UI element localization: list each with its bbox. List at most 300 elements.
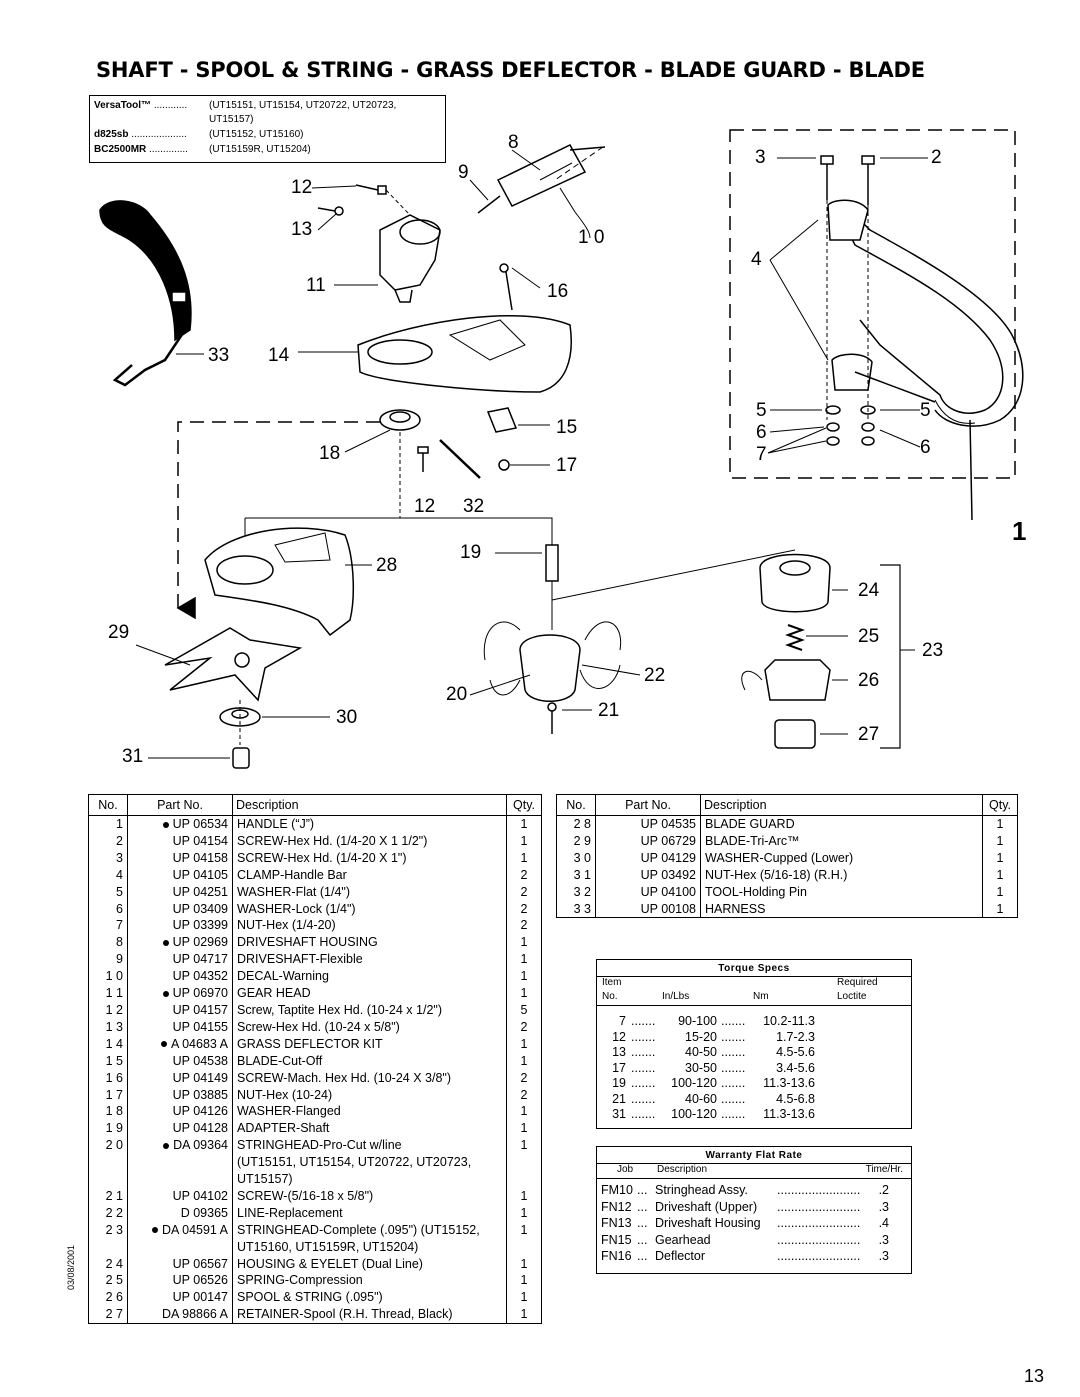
- part-item-no: 2 8: [557, 816, 596, 833]
- bullet-icon: [163, 991, 169, 997]
- part-item-no: 1 9: [89, 1120, 128, 1137]
- table-row: [557, 884, 1018, 901]
- bullet-icon: [163, 940, 169, 946]
- table-row: [557, 867, 1018, 884]
- part-number-cell: [128, 1256, 233, 1273]
- torque-nm: 4.5-5.6: [776, 1045, 815, 1059]
- hex-nut-31-drawing: [233, 748, 249, 768]
- part-item-no: 1 5: [89, 1053, 128, 1070]
- part-qty: 1: [983, 884, 1018, 901]
- part-description: NUT-Hex (1/4-20): [233, 917, 507, 934]
- part-qty: 1: [507, 1036, 542, 1053]
- table-row: [89, 1087, 542, 1104]
- header-no: No.: [602, 991, 618, 1002]
- j-handle-drawing: [828, 200, 1023, 520]
- torque-item-no: 17: [612, 1060, 626, 1075]
- part-description: LINE-Replacement: [233, 1205, 507, 1222]
- gear-head-drawing: [380, 215, 440, 302]
- part-qty: 1: [507, 1272, 542, 1289]
- bullet-icon: [163, 1143, 169, 1149]
- part-item-no: 2 5: [89, 1272, 128, 1289]
- leader-dots: .......: [631, 1045, 656, 1059]
- callout-4: 4: [751, 249, 762, 270]
- table-row: [89, 1019, 542, 1036]
- header-qty: Qty.: [507, 795, 542, 816]
- part-item-no: 1: [89, 816, 128, 833]
- part-description: WASHER-Cupped (Lower): [701, 850, 983, 867]
- part-number-cell: [128, 1272, 233, 1289]
- table-row: [89, 1205, 542, 1222]
- spool-string-drawing: [742, 660, 830, 700]
- part-qty: 1: [507, 1120, 542, 1137]
- part-number: DA 04591 A: [161, 1222, 228, 1237]
- part-description: SCREW-Mach. Hex Hd. (10-24 X 3/8"): [233, 1070, 507, 1087]
- part-qty: 1: [983, 850, 1018, 867]
- callout-5b: 5: [920, 400, 931, 421]
- torque-item-no: 13: [612, 1045, 626, 1059]
- part-number: UP 06526: [172, 1273, 228, 1288]
- torque-specs-title: Torque Specs: [718, 963, 790, 974]
- callout-27: 27: [858, 724, 880, 745]
- table-row: [89, 968, 542, 985]
- part-description: UT15157): [233, 1171, 507, 1188]
- callout-3: 3: [755, 147, 766, 168]
- part-number: UP 04128: [172, 1121, 228, 1136]
- leader-dots: ...: [637, 1216, 648, 1230]
- part-description: GEAR HEAD: [233, 985, 507, 1002]
- part-qty: 1: [507, 1222, 542, 1239]
- part-description: HOUSING & EYELET (Dual Line): [233, 1256, 507, 1273]
- part-number-cell: [128, 901, 233, 918]
- callout-23: 23: [922, 640, 944, 661]
- leader-dots: .......: [631, 1014, 656, 1028]
- part-qty: 1: [507, 1205, 542, 1222]
- torque-inlbs: 30-50: [685, 1060, 717, 1075]
- screw-21-drawing: [548, 703, 556, 734]
- part-number-cell: [128, 951, 233, 968]
- callout-5a: 5: [756, 400, 767, 421]
- callout-29: 29: [108, 622, 130, 643]
- part-item-no: 1 6: [89, 1070, 128, 1087]
- table-row: [89, 816, 542, 833]
- part-item-no: 1 1: [89, 985, 128, 1002]
- part-qty: 1: [507, 1306, 542, 1323]
- part-qty: 2: [507, 901, 542, 918]
- torque-nm: 10.2-11.3: [763, 1014, 815, 1028]
- bullet-icon: [161, 1041, 167, 1047]
- header-item: Item: [602, 977, 622, 988]
- table-row: [89, 1272, 542, 1289]
- part-item-no: [89, 1239, 128, 1256]
- leader-dots: .......: [721, 1076, 746, 1090]
- part-description: Screw-Hex Hd. (10-24 x 5/8"): [233, 1019, 507, 1036]
- harness-drawing: [100, 201, 191, 385]
- table-row: [89, 884, 542, 901]
- part-qty: [507, 1239, 542, 1256]
- table-row: [89, 1154, 542, 1171]
- part-item-no: 1 4: [89, 1036, 128, 1053]
- callout-11: 11: [306, 275, 326, 296]
- part-number-cell: [128, 1171, 233, 1188]
- leader-dots: ........................: [777, 1199, 861, 1214]
- part-qty: 1: [507, 833, 542, 850]
- table-row: [89, 1053, 542, 1070]
- part-number: UP 04352: [172, 969, 228, 984]
- part-description: UT15160, UT15159R, UT15204): [233, 1239, 507, 1256]
- warranty-job: FN13: [601, 1216, 632, 1230]
- callout-19: 19: [460, 542, 482, 563]
- housing-eyelet-drawing: [760, 555, 830, 612]
- header-inlbs: In/Lbs: [662, 991, 690, 1002]
- part-item-no: 2 2: [89, 1205, 128, 1222]
- part-description: CLAMP-Handle Bar: [233, 867, 507, 884]
- part-number-cell: [128, 934, 233, 951]
- part-qty: [507, 1171, 542, 1188]
- model-dots: ....................: [131, 129, 187, 140]
- part-number: UP 04149: [172, 1070, 228, 1085]
- warranty-time: .4: [878, 1216, 889, 1230]
- torque-item-no: 21: [612, 1091, 626, 1106]
- part-number: UP 03399: [172, 918, 228, 933]
- part-number-cell: [128, 1036, 233, 1053]
- header-no: No.: [557, 795, 596, 816]
- leader-dots: .......: [721, 1045, 746, 1059]
- part-number-cell: [128, 1019, 233, 1036]
- table-row: [89, 934, 542, 951]
- warranty-job: FN16: [601, 1249, 632, 1263]
- grass-deflector-drawing: [358, 316, 571, 392]
- torque-nm: 11.3-13.6: [763, 1107, 815, 1121]
- callout-15: 15: [556, 417, 578, 438]
- part-item-no: [89, 1154, 128, 1171]
- stringhead-pro-cut-drawing: [484, 622, 620, 701]
- table-row: [89, 1306, 542, 1323]
- leader-dots: .......: [721, 1107, 746, 1121]
- part-number: UP 04126: [172, 1104, 228, 1119]
- part-qty: 2: [507, 1019, 542, 1036]
- warranty-job: FM10: [601, 1183, 633, 1197]
- part-qty: 1: [507, 1256, 542, 1273]
- part-number: UP 04155: [172, 1019, 228, 1034]
- part-number: DA 09364: [173, 1138, 228, 1153]
- part-description: SPOOL & STRING (.095"): [233, 1289, 507, 1306]
- part-item-no: 2 7: [89, 1306, 128, 1323]
- part-description: (UT15151, UT15154, UT20722, UT20723,: [233, 1154, 507, 1171]
- bolt-3-drawing: [821, 156, 833, 420]
- part-description: NUT-Hex (10-24): [233, 1087, 507, 1104]
- screw-12-drawing: [356, 185, 386, 194]
- part-qty: 1: [507, 934, 542, 951]
- driveshaft-housing-drawing: [478, 145, 605, 213]
- header-part-no: Part No.: [128, 795, 233, 816]
- table-row: [557, 816, 1018, 833]
- callout-14: 14: [268, 345, 290, 366]
- part-item-no: 1 2: [89, 1002, 128, 1019]
- warranty-title: Warranty Flat Rate: [705, 1150, 803, 1161]
- header-description: Description: [657, 1164, 708, 1175]
- torque-inlbs: 15-20: [685, 1029, 717, 1044]
- part-item-no: 2: [89, 833, 128, 850]
- part-qty: 1: [507, 1188, 542, 1205]
- callout-2: 2: [931, 147, 942, 168]
- part-number: UP 00108: [596, 901, 701, 918]
- part-qty: 1: [983, 867, 1018, 884]
- callout-8: 8: [508, 132, 519, 153]
- leader-dots: .......: [631, 1091, 656, 1106]
- part-number: UP 04154: [172, 833, 228, 848]
- part-item-no: 9: [89, 951, 128, 968]
- header-loctite: Loctite: [837, 991, 867, 1002]
- table-row: [89, 1239, 542, 1256]
- part-number: A 04683 A: [170, 1036, 228, 1051]
- part-item-no: 2 1: [89, 1188, 128, 1205]
- warranty-description: Driveshaft Housing: [655, 1216, 761, 1230]
- part-item-no: 3 0: [557, 850, 596, 867]
- part-description: STRINGHEAD-Complete (.095") (UT15152,: [233, 1222, 507, 1239]
- part-description: SCREW-Hex Hd. (1/4-20 X 1"): [233, 850, 507, 867]
- callout-12: 12: [291, 177, 313, 198]
- part-number: UP 04717: [172, 952, 228, 967]
- torque-nm: 1.7-2.3: [776, 1029, 815, 1044]
- page-title: SHAFT - SPOOL & STRING - GRASS DEFLECTOR - BLADE GUARD - BLADE: [96, 58, 925, 82]
- part-description: RETAINER-Spool (R.H. Thread, Black): [233, 1306, 507, 1323]
- part-item-no: 3 2: [557, 884, 596, 901]
- model-dots: ............: [153, 100, 188, 111]
- part-description: WASHER-Flat (1/4"): [233, 884, 507, 901]
- flanged-washer-drawing: [380, 410, 420, 430]
- torque-nm: 4.5-6.8: [776, 1091, 815, 1106]
- part-number-cell: [128, 917, 233, 934]
- callout-18: 18: [319, 443, 341, 464]
- model-name: d825sb: [94, 129, 129, 140]
- warranty-job: FN12: [601, 1199, 632, 1214]
- warranty-time: .2: [878, 1183, 889, 1197]
- table-row: [89, 1137, 542, 1154]
- part-number: UP 03885: [172, 1087, 228, 1102]
- blade-guard-drawing: [205, 528, 353, 635]
- part-qty: 1: [507, 1289, 542, 1306]
- parts-table-right-body: [557, 816, 1018, 918]
- part-qty: 1: [983, 833, 1018, 850]
- part-number-cell: [128, 1053, 233, 1070]
- tri-arc-blade-drawing: [165, 628, 300, 700]
- shaft-adapter-drawing: [546, 545, 558, 581]
- part-number-cell: [128, 1103, 233, 1120]
- callout-22: 22: [644, 665, 666, 686]
- part-qty: [507, 1154, 542, 1171]
- part-number: UP 04158: [172, 850, 228, 865]
- part-number: UP 04129: [596, 850, 701, 867]
- callout-33: 33: [208, 345, 230, 366]
- warranty-time: .3: [878, 1249, 889, 1263]
- leader-dots: ........................: [777, 1232, 861, 1247]
- header-no: No.: [89, 795, 128, 816]
- part-item-no: 3 1: [557, 867, 596, 884]
- callout-6b: 6: [920, 437, 931, 458]
- table-header-row: [557, 795, 1018, 816]
- part-qty: 1: [983, 816, 1018, 833]
- part-item-no: 2 6: [89, 1289, 128, 1306]
- table-row: [89, 1256, 542, 1273]
- leader-dots: ........................: [777, 1216, 861, 1230]
- model-name: BC2500MR: [94, 144, 147, 155]
- callout-30: 30: [336, 707, 358, 728]
- part-item-no: 7: [89, 917, 128, 934]
- warranty-time: .3: [878, 1232, 889, 1247]
- header-qty: Qty.: [983, 795, 1018, 816]
- divider: [597, 1005, 911, 1006]
- torque-inlbs: 40-50: [685, 1045, 717, 1059]
- callout-20: 20: [446, 684, 468, 705]
- leader-dots: ........................: [777, 1249, 861, 1263]
- part-qty: 1: [507, 985, 542, 1002]
- part-number-cell: [128, 816, 233, 833]
- date-code: 03/08/2001: [66, 1244, 76, 1290]
- table-row: [89, 850, 542, 867]
- header-required: Required: [837, 977, 878, 988]
- table-row: [89, 1120, 542, 1137]
- part-number-cell: [128, 1306, 233, 1323]
- part-qty: 1: [507, 951, 542, 968]
- leader-dots: .......: [631, 1060, 656, 1075]
- part-number: DA 98866 A: [161, 1307, 228, 1322]
- part-number: UP 06534: [172, 817, 228, 831]
- table-row: [89, 901, 542, 918]
- part-number: UP 02969: [172, 935, 228, 950]
- part-qty: 1: [507, 1103, 542, 1120]
- leader-dots: .......: [721, 1014, 746, 1028]
- torque-nm: 11.3-13.6: [763, 1076, 815, 1090]
- part-description: DRIVESHAFT-Flexible: [233, 951, 507, 968]
- header-time: Time/Hr.: [865, 1164, 903, 1175]
- part-number: UP 04251: [172, 884, 228, 899]
- part-description: DRIVESHAFT HOUSING: [233, 934, 507, 951]
- warranty-description: Driveshaft (Upper): [655, 1199, 758, 1214]
- table-row: [89, 1222, 542, 1239]
- part-description: BLADE-Tri-Arc™: [701, 833, 983, 850]
- part-number: UP 04100: [596, 884, 701, 901]
- callout-12b: 12: [414, 496, 436, 517]
- parts-table-left: [88, 794, 542, 1324]
- part-description: WASHER-Flanged: [233, 1103, 507, 1120]
- header-description: Description: [233, 795, 507, 816]
- callout-24: 24: [858, 580, 880, 601]
- warranty-description: Gearhead: [655, 1232, 711, 1247]
- divider: [597, 1178, 911, 1179]
- part-number-cell: [128, 1205, 233, 1222]
- part-number: D 09365: [180, 1205, 228, 1220]
- part-number-cell: [128, 1120, 233, 1137]
- part-description: SPRING-Compression: [233, 1272, 507, 1289]
- part-description: STRINGHEAD-Pro-Cut w/line: [233, 1137, 507, 1154]
- part-description: GRASS DEFLECTOR KIT: [233, 1036, 507, 1053]
- part-item-no: 3 3: [557, 901, 596, 918]
- part-item-no: 1 0: [89, 968, 128, 985]
- callout-17: 17: [556, 455, 578, 476]
- parts-table-right: [556, 794, 1018, 918]
- model-values: (UT15159R, UT15204): [209, 144, 311, 155]
- part-description: ADAPTER-Shaft: [233, 1120, 507, 1137]
- part-qty: 2: [507, 917, 542, 934]
- table-row: [89, 833, 542, 850]
- part-number-cell: [128, 1002, 233, 1019]
- part-number-cell: [128, 1087, 233, 1104]
- warranty-flat-rate-box: [596, 1146, 912, 1274]
- part-item-no: 4: [89, 867, 128, 884]
- leader-dots: ...: [637, 1199, 648, 1214]
- bullet-icon: [163, 822, 169, 828]
- part-number-cell: [128, 1137, 233, 1154]
- part-number: UP 03409: [172, 901, 228, 916]
- part-qty: 2: [507, 867, 542, 884]
- callout-7: 7: [756, 444, 767, 465]
- leader-dots: .......: [631, 1107, 656, 1121]
- part-number-cell: [128, 968, 233, 985]
- table-row: [89, 867, 542, 884]
- spool-retainer-drawing: [775, 720, 815, 748]
- model-values: UT15157): [209, 114, 254, 125]
- torque-specs-box: [596, 959, 912, 1129]
- part-number-cell: [128, 1070, 233, 1087]
- screw-16-drawing: [500, 264, 512, 310]
- part-number-cell: [128, 884, 233, 901]
- part-qty: 1: [507, 850, 542, 867]
- part-number: UP 04535: [596, 816, 701, 833]
- part-number-cell: [128, 1188, 233, 1205]
- header-description: Description: [701, 795, 983, 816]
- torque-inlbs: 100-120: [671, 1107, 717, 1121]
- part-number: UP 04157: [172, 1002, 228, 1017]
- part-description: TOOL-Holding Pin: [701, 884, 983, 901]
- part-description: HARNESS: [701, 901, 983, 918]
- table-row: [89, 985, 542, 1002]
- part-number: UP 06567: [172, 1256, 228, 1271]
- part-number: UP 06970: [172, 986, 228, 1001]
- table-row: [89, 917, 542, 934]
- torque-nm: 3.4-5.6: [776, 1060, 815, 1075]
- part-item-no: 2 9: [557, 833, 596, 850]
- warranty-description: Deflector: [655, 1249, 706, 1263]
- part-item-no: 2 4: [89, 1256, 128, 1273]
- torque-item-no: 31: [612, 1107, 626, 1121]
- part-description: NUT-Hex (5/16-18) (R.H.): [701, 867, 983, 884]
- part-item-no: 3: [89, 850, 128, 867]
- part-number: UP 03492: [596, 867, 701, 884]
- parts-table-left-body: [89, 816, 542, 1324]
- leader-dots: .......: [721, 1060, 746, 1075]
- model-dots: ..............: [149, 144, 188, 155]
- part-number-cell: [128, 1289, 233, 1306]
- leader-dots: .......: [721, 1029, 746, 1044]
- part-number-cell: [128, 985, 233, 1002]
- torque-inlbs: 90-100: [678, 1014, 717, 1028]
- part-description: DECAL-Warning: [233, 968, 507, 985]
- leader-dots: .......: [721, 1091, 746, 1106]
- part-item-no: 1 8: [89, 1103, 128, 1120]
- screw-12b-drawing: [418, 447, 428, 472]
- header-nm: Nm: [753, 991, 769, 1002]
- callout-16: 16: [547, 281, 569, 302]
- part-description: SCREW-Hex Hd. (1/4-20 X 1 1/2"): [233, 833, 507, 850]
- part-item-no: 1 3: [89, 1019, 128, 1036]
- part-number-cell: [128, 833, 233, 850]
- model-name: VersaTool™: [94, 100, 152, 111]
- model-values: (UT15151, UT15154, UT20722, UT20723,: [209, 100, 397, 111]
- hex-nut-17-drawing: [499, 460, 509, 470]
- part-number-cell: [128, 1222, 233, 1239]
- warranty-description: Stringhead Assy.: [655, 1183, 748, 1197]
- callout-31: 31: [122, 746, 144, 767]
